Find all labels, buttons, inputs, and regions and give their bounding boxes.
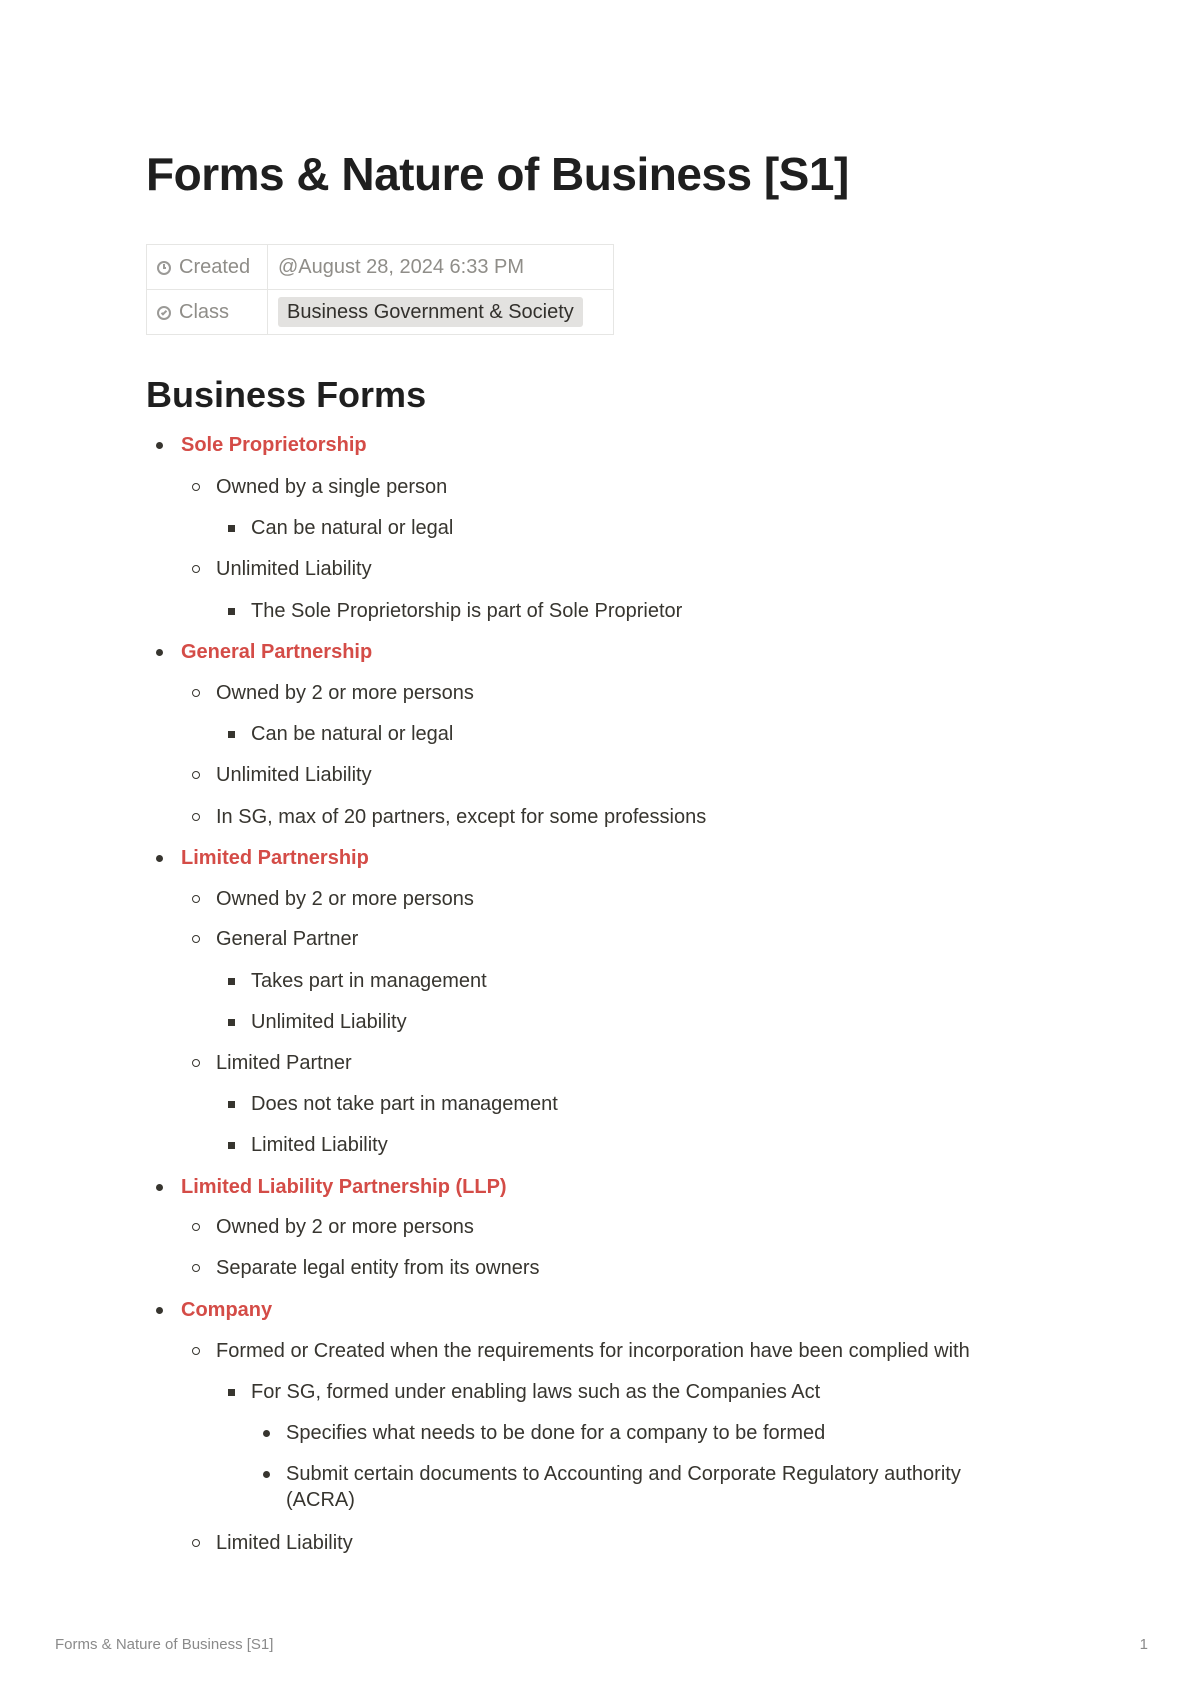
list-item-text: Limited Liability (216, 1532, 353, 1554)
bullet-icon (156, 649, 163, 656)
list-item-level3 (251, 1379, 820, 1405)
bullet-icon (228, 1101, 235, 1108)
page-number: 1 (1139, 1636, 1148, 1653)
list-item-text: Owned by 2 or more persons (216, 682, 474, 704)
footer-title: Forms & Nature of Business [S1] (55, 1636, 274, 1653)
list-item-level4 (286, 1461, 1026, 1513)
list-item-level2 (216, 1338, 970, 1364)
list-item-level1 (181, 845, 369, 871)
property-value-created[interactable]: @August 28, 2024 6:33 PM (268, 245, 614, 290)
list-item-level2 (216, 680, 474, 706)
list-item-level2 (216, 886, 474, 912)
bullet-icon (192, 1059, 200, 1067)
list-item-text: Unlimited Liability (251, 1011, 407, 1033)
list-item-text: In SG, max of 20 partners, except for some professions (216, 806, 707, 828)
list-item-level3 (251, 1132, 388, 1158)
list-item-level1 (181, 639, 372, 665)
list-item-text: Unlimited Liability (216, 764, 372, 786)
list-item-text: Limited Liability (251, 1134, 388, 1156)
bullet-icon (192, 771, 200, 779)
bullet-icon (192, 1347, 200, 1355)
list-item-level2 (216, 474, 447, 500)
property-key-class (147, 290, 268, 335)
list-item-level4 (286, 1420, 825, 1446)
list-item-level2 (216, 804, 706, 830)
select-icon (157, 306, 171, 320)
list-item-text: Takes part in management (251, 970, 487, 992)
list-item-text: Unlimited Liability (216, 558, 372, 580)
list-item-text: Limited Partner (216, 1052, 352, 1074)
list-item-text: Limited Liability Partnership (LLP) (181, 1176, 507, 1198)
class-tag[interactable]: Business Government & Society (278, 297, 583, 327)
list-item-level2 (216, 926, 358, 952)
bullet-icon (228, 525, 235, 532)
bullet-icon (228, 608, 235, 615)
list-item-text: Owned by a single person (216, 476, 448, 498)
bullet-icon (156, 855, 163, 862)
list-item-text: Submit certain documents to Accounting and Corporate Regulatory authority (ACRA) (286, 1463, 961, 1511)
list-item-level2 (216, 762, 372, 788)
property-key-created (147, 245, 268, 290)
clock-icon (157, 261, 171, 275)
bullet-icon (228, 731, 235, 738)
bullet-icon (192, 935, 200, 943)
bullet-icon (192, 483, 200, 491)
section-heading: Business Forms (146, 374, 427, 415)
list-item-level2 (216, 556, 372, 582)
properties-table (146, 244, 614, 335)
bullet-icon (192, 1223, 200, 1231)
bullet-icon (192, 1264, 200, 1272)
bullet-icon (263, 1471, 270, 1478)
list-item-text: For SG, formed under enabling laws such as the Companies Act (251, 1381, 821, 1403)
list-item-level1 (181, 1174, 507, 1200)
bullet-icon (228, 1142, 235, 1149)
bullet-icon (192, 1539, 200, 1547)
list-item-level3 (251, 968, 487, 994)
bullet-icon (156, 1307, 163, 1314)
list-item-text: Company (181, 1299, 273, 1321)
list-item-text: Owned by 2 or more persons (216, 1216, 474, 1238)
list-item-text: Sole Proprietorship (181, 434, 367, 456)
list-item-level3 (251, 1091, 558, 1117)
list-item-text: Does not take part in management (251, 1093, 558, 1115)
bullet-icon (228, 1019, 235, 1026)
list-item-text: Formed or Created when the requirements for incorporation have been complied with (216, 1340, 970, 1362)
list-item-text: General Partnership (181, 641, 373, 663)
property-label: Class (179, 300, 230, 323)
property-row-class (147, 290, 614, 335)
bullet-icon (228, 978, 235, 985)
list-item-level2 (216, 1050, 352, 1076)
property-value-class[interactable] (268, 290, 614, 335)
list-item-level3 (251, 515, 453, 541)
page-title: Forms & Nature of Business [S1] (146, 148, 849, 200)
list-item-level2 (216, 1530, 353, 1556)
list-item-text: Limited Partnership (181, 847, 369, 869)
bullet-icon (156, 1184, 163, 1191)
bullet-icon (192, 895, 200, 903)
bullet-icon (192, 565, 200, 573)
list-item-text: Separate legal entity from its owners (216, 1257, 540, 1279)
list-item-text: Can be natural or legal (251, 723, 454, 745)
list-item-level2 (216, 1214, 474, 1240)
list-item-level1 (181, 432, 367, 458)
list-item-level3 (251, 598, 682, 624)
bullet-icon (156, 442, 163, 449)
bullet-icon (263, 1430, 270, 1437)
list-item-text: The Sole Proprietorship is part of Sole Proprietor (251, 600, 683, 622)
bullet-icon (228, 1389, 235, 1396)
list-item-level2 (216, 1255, 540, 1281)
property-label: Created (179, 255, 251, 278)
property-row-created (147, 245, 614, 290)
list-item-level3 (251, 1009, 407, 1035)
list-item-level1 (181, 1297, 272, 1323)
bullet-icon (192, 813, 200, 821)
list-item-level3 (251, 721, 453, 747)
list-item-text: Can be natural or legal (251, 517, 454, 539)
bullet-icon (192, 689, 200, 697)
list-item-text: Owned by 2 or more persons (216, 888, 474, 910)
list-item-text: General Partner (216, 928, 359, 950)
list-item-text: Specifies what needs to be done for a company to be formed (286, 1422, 826, 1444)
